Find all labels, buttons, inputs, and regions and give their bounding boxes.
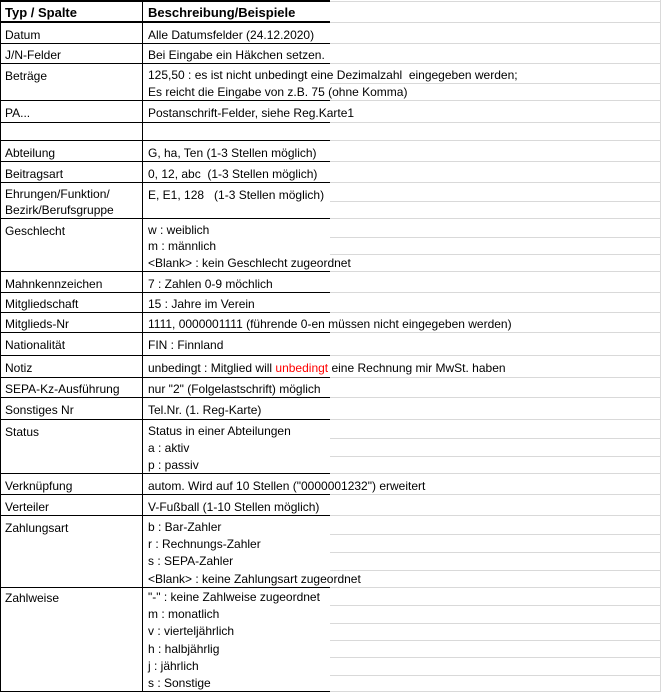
type-cell[interactable] bbox=[0, 272, 143, 293]
cell-line: Bei Eingabe ein Häkchen setzen. bbox=[148, 47, 325, 62]
cell-line: Geschlecht bbox=[5, 223, 66, 238]
cell-line: b : Bar-Zahler bbox=[148, 519, 222, 534]
cell-line: Mitgliedschaft bbox=[5, 296, 79, 311]
type-cell[interactable] bbox=[0, 64, 143, 101]
cell-line: J/N-Felder bbox=[5, 47, 62, 62]
cell-line: s : Sonstige bbox=[148, 675, 211, 690]
header-type-cell[interactable] bbox=[0, 2, 143, 23]
table-row bbox=[0, 420, 665, 474]
description-cell[interactable] bbox=[143, 474, 665, 495]
cell-line: Postanschrift-Felder, siehe Reg.Karte1 bbox=[148, 105, 355, 120]
cell-line: Zahlweise bbox=[5, 591, 60, 605]
table-row bbox=[0, 141, 665, 162]
description-cell[interactable] bbox=[143, 293, 665, 313]
table-row bbox=[0, 23, 665, 44]
description-cell[interactable] bbox=[143, 162, 665, 183]
column-header-beschreibung: Beschreibung/Beispiele bbox=[148, 4, 296, 20]
cell-line: Abteilung bbox=[5, 145, 56, 160]
cell-line: Alle Datumsfelder (24.12.2020) bbox=[148, 27, 315, 42]
cell-line: h : halbjährlig bbox=[148, 641, 220, 656]
description-cell[interactable] bbox=[143, 123, 665, 141]
description-cell[interactable] bbox=[143, 333, 665, 356]
description-cell[interactable] bbox=[143, 64, 665, 101]
table-body bbox=[0, 2, 665, 692]
cell-line: FIN : Finnland bbox=[148, 337, 224, 352]
cell-line: Ehrungen/Funktion/ bbox=[5, 186, 110, 201]
text-segment: eine Rechnung mir MwSt. haben bbox=[328, 360, 506, 375]
cell-line: m : monatlich bbox=[148, 607, 220, 622]
type-cell[interactable] bbox=[0, 516, 143, 588]
table-row bbox=[0, 64, 665, 101]
description-cell[interactable] bbox=[143, 183, 665, 219]
table-row bbox=[0, 123, 665, 141]
type-cell[interactable] bbox=[0, 398, 143, 420]
cell-line: V-Fußball (1-10 Stellen möglich) bbox=[148, 499, 320, 514]
cell-line: Beträge bbox=[5, 68, 48, 83]
cell-line: Zahlungsart bbox=[5, 520, 69, 535]
description-cell[interactable] bbox=[143, 516, 665, 588]
cell-line: Mahnkennzeichen bbox=[5, 276, 103, 291]
type-cell[interactable] bbox=[0, 183, 143, 219]
cell-line: Beitragsart bbox=[5, 166, 64, 181]
description-cell[interactable] bbox=[143, 356, 665, 378]
cell-line: s : SEPA-Zahler bbox=[148, 554, 234, 569]
cell-line: Notiz bbox=[5, 360, 33, 375]
cell-line: Verknüpfung bbox=[5, 478, 73, 493]
type-cell[interactable] bbox=[0, 162, 143, 183]
cell-line: Tel.Nr. (1. Reg-Karte) bbox=[148, 402, 262, 417]
cell-line: E, E1, 128 (1-3 Stellen möglich) bbox=[148, 187, 325, 202]
cell-line: Bezirk/Berufsgruppe bbox=[5, 203, 114, 218]
table-row bbox=[0, 219, 665, 272]
table-row bbox=[0, 183, 665, 219]
description-cell[interactable] bbox=[143, 219, 665, 272]
cell-line: 15 : Jahre im Verein bbox=[148, 296, 255, 311]
description-cell[interactable] bbox=[143, 101, 665, 123]
cell-line: p : passiv bbox=[148, 457, 199, 472]
cell-line: Sonstiges Nr bbox=[5, 402, 74, 417]
header-row bbox=[0, 2, 665, 23]
cell-line: Status bbox=[5, 424, 40, 439]
cell-line: <Blank> : kein Geschlecht zugeordnet bbox=[148, 256, 351, 271]
cell-line: nur "2" (Folgelastschrift) möglich bbox=[148, 381, 321, 396]
cell-line: "-" : keine Zahlweise zugeordnet bbox=[148, 590, 320, 604]
highlighted-word: unbedingt bbox=[275, 360, 329, 375]
description-cell[interactable] bbox=[143, 495, 665, 516]
description-cell[interactable] bbox=[143, 141, 665, 162]
type-cell[interactable] bbox=[0, 356, 143, 378]
table-row bbox=[0, 378, 665, 398]
cell-line: 7 : Zahlen 0-9 möchlich bbox=[148, 276, 273, 291]
table-row bbox=[0, 101, 665, 123]
cell-line: Mitglieds-Nr bbox=[5, 316, 70, 331]
cell-line-richtext bbox=[148, 359, 665, 377]
table-row bbox=[0, 474, 665, 495]
type-cell[interactable] bbox=[0, 313, 143, 333]
type-cell[interactable] bbox=[0, 23, 143, 44]
text-segment: unbedingt : Mitglied will bbox=[148, 360, 276, 375]
cell-line: G, ha, Ten (1-3 Stellen möglich) bbox=[148, 145, 317, 160]
cell-line: w : weiblich bbox=[148, 222, 210, 237]
table-row bbox=[0, 398, 665, 420]
table-row bbox=[0, 272, 665, 293]
type-cell[interactable] bbox=[0, 123, 143, 141]
cell-line: <Blank> : keine Zahlungsart zugeordnet bbox=[148, 571, 361, 586]
description-cell[interactable] bbox=[143, 44, 665, 64]
type-cell[interactable] bbox=[0, 378, 143, 398]
cell-line: 125,50 : es ist nicht unbedingt eine Dezimalzahl eingegeben werden; bbox=[148, 67, 518, 82]
table-row bbox=[0, 162, 665, 183]
type-cell[interactable] bbox=[0, 219, 143, 272]
description-cell[interactable] bbox=[143, 420, 665, 474]
cell-line: 0, 12, abc (1-3 Stellen möglich) bbox=[148, 166, 318, 181]
description-cell[interactable] bbox=[143, 398, 665, 420]
cell-line: PA... bbox=[5, 105, 31, 120]
type-cell[interactable] bbox=[0, 101, 143, 123]
table-row bbox=[0, 588, 665, 692]
table-row bbox=[0, 356, 665, 378]
table-row bbox=[0, 313, 665, 333]
type-cell[interactable] bbox=[0, 293, 143, 313]
cell-line: Datum bbox=[5, 27, 41, 42]
table-row bbox=[0, 516, 665, 588]
description-cell[interactable] bbox=[143, 272, 665, 293]
cell-line: 1111, 0000001111 (führende 0-en müssen nicht eingegeben werden) bbox=[148, 316, 512, 331]
cell-line: v : vierteljährlich bbox=[148, 624, 235, 639]
cell-line: a : aktiv bbox=[148, 440, 190, 455]
header-description-cell[interactable] bbox=[143, 2, 665, 23]
cell-line: SEPA-Kz-Ausführung bbox=[5, 381, 120, 396]
cell-line: Es reicht die Eingabe von z.B. 75 (ohne Komma) bbox=[148, 84, 408, 99]
type-cell[interactable] bbox=[0, 141, 143, 162]
cell-line: j : jährlich bbox=[148, 658, 199, 673]
table-row bbox=[0, 293, 665, 313]
cell-line: Verteiler bbox=[5, 499, 50, 514]
type-cell[interactable] bbox=[0, 44, 143, 64]
cell-line: m : männlich bbox=[148, 239, 217, 254]
cell-line: autom. Wird auf 10 Stellen ("0000001232") erweitert bbox=[148, 478, 426, 493]
table-row bbox=[0, 44, 665, 64]
table-row bbox=[0, 495, 665, 516]
description-cell[interactable] bbox=[143, 588, 665, 692]
cell-line: Nationalität bbox=[5, 337, 66, 352]
type-cell[interactable] bbox=[0, 474, 143, 495]
type-cell[interactable] bbox=[0, 420, 143, 474]
description-cell[interactable] bbox=[143, 378, 665, 398]
type-cell[interactable] bbox=[0, 495, 143, 516]
description-cell[interactable] bbox=[143, 23, 665, 44]
cell-line: Status in einer Abteilungen bbox=[148, 423, 291, 438]
description-cell[interactable] bbox=[143, 313, 665, 333]
type-cell[interactable] bbox=[0, 588, 143, 692]
table-row bbox=[0, 333, 665, 356]
cell-line: r : Rechnungs-Zahler bbox=[148, 536, 261, 551]
type-cell[interactable] bbox=[0, 333, 143, 356]
column-header-typ-spalte: Typ / Spalte bbox=[5, 4, 77, 20]
